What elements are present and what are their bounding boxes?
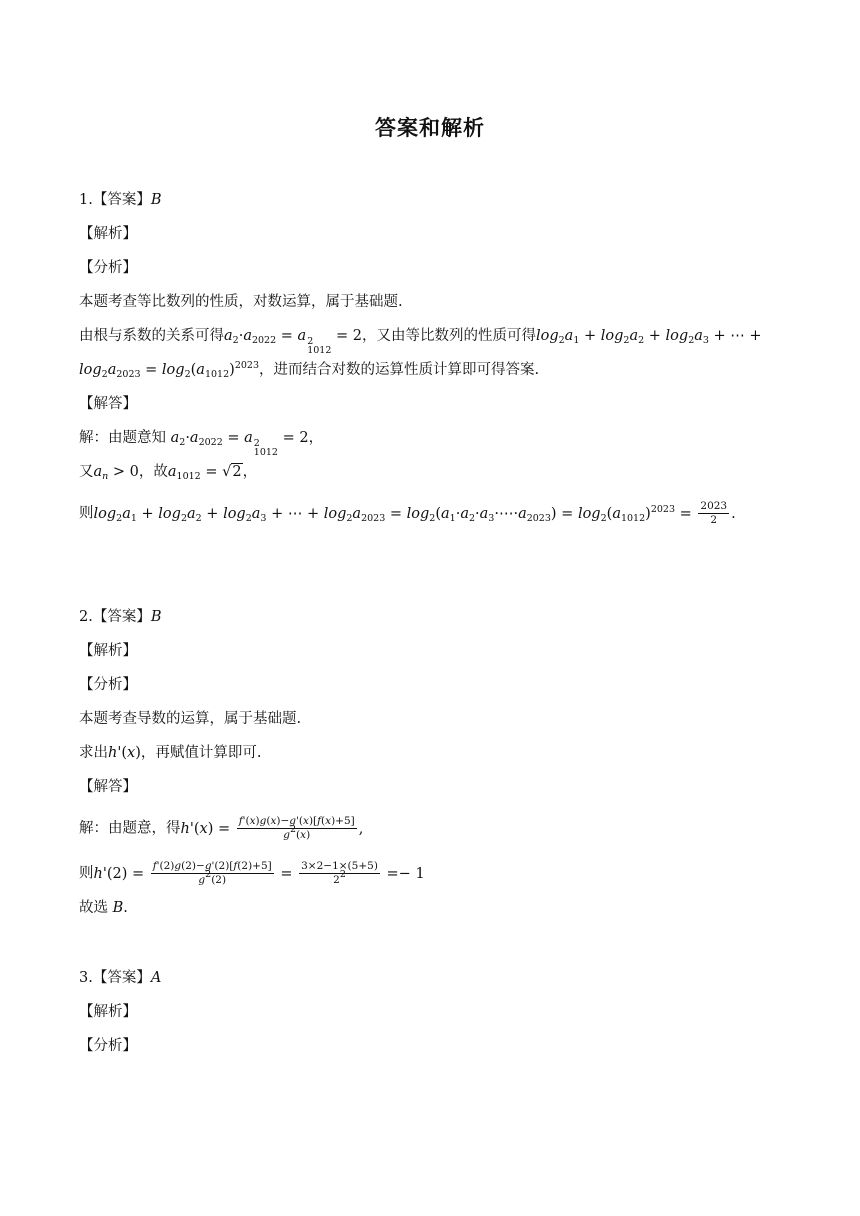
q1-solution-formula-2a: $a_n > 0$ — [93, 464, 139, 482]
q2-answer-line — [79, 607, 162, 627]
q1-solution-formula-3: $\log_2a_1 + \log_2a_2 + \log_2a_3$ + ⋯ + $\log_2a_{2023}$ = $\log_2(a_1\cdot a_2\cdot a_3\cdot\cdots\cdot a_{2023}) = \log_2(a_{1012})^{2023}$ = $\frac{2023}{2}$ . — [93, 500, 736, 526]
q2-solution-line-2: 则h'(2) = $\frac{f'(2)g(2)-g'(2)[f(2)+5]}{g^2(2)}$ = $\frac{3\times 2-1\times(5+5)}{2^2}$ =− 1 — [79, 860, 425, 886]
q1-jieda-heading: 【解答】 — [79, 396, 137, 412]
q2-answer-value: B — [150, 609, 162, 625]
q1-analysis-line-2: 由根与系数的关系可得$a_2\cdot a_{2022} = a$ 2 1012 = 2，又由等比数列的性质可得$\log_2a_1 + \log_2a_2 + \log_2a_3$ + ⋯ + — [79, 328, 762, 356]
q1-solution-line-2: 又$a_n > 0$，故$a_{1012} = √2$， — [79, 464, 258, 482]
q1-analysis-line-3: $\log_2a_{2023} = \log_2(a_{1012})^{2023}$，进而结合对数的运算性质计算即可得答案. — [79, 360, 540, 380]
q1-jiexi-heading: 【解析】 — [79, 226, 137, 242]
q1-answer-label: 1.【答案】 — [79, 192, 151, 208]
q2-jiexi-heading: 【解析】 — [79, 643, 137, 659]
q1-solution-line-3: 则$\log_2a_1 + \log_2a_2 + \log_2a_3$ + ⋯ + $\log_2a_{2023}$ = $\log_2(a_1\cdot a_2\cdot a_3\cdot\cdots\cdot a_{2023}) = \log_2(a_{1012})^{2023}$ = $\frac{2023}{2}$ . — [79, 500, 736, 526]
q2-choice-line: 故选 B. — [79, 900, 128, 916]
q2-formula-hprime: h'(x) — [108, 745, 141, 761]
q1-fenxi-heading: 【分析】 — [79, 260, 137, 276]
q2-jieda-heading: 【解答】 — [79, 779, 137, 795]
q2-answer-label: 2.【答案】 — [79, 609, 151, 625]
q1-solution-line-1: 解：由题意知 $a_2\cdot a_{2022} = a$ 2 1012 = 2， — [79, 430, 324, 458]
q1-answer-line — [79, 190, 162, 210]
q3-answer-value: A — [150, 970, 162, 986]
q1-formula-log-sum: $\log_2a_1 + \log_2a_2 + \log_2a_3$ + ⋯ + — [535, 328, 762, 346]
q3-fenxi-heading: 【分析】 — [79, 1038, 137, 1054]
q2-solution-line-1: 解：由题意，得h'(x) = $\frac{f'(x)g(x)-g'(x)[f(x)+5]}{g^2(x)}$ , — [79, 815, 364, 841]
q1-solution-formula-1: $a_2\cdot a_{2022} = a$ 2 1012 = 2， — [170, 430, 324, 458]
page-title: 答案和解析 — [375, 116, 485, 140]
q3-answer-line — [79, 968, 161, 988]
q1-formula-product: $a_2\cdot a_{2022} = a$ 2 1012 = 2 — [224, 328, 362, 356]
q2-analysis-intro: 本题考查导数的运算，属于基础题. — [79, 711, 302, 727]
q2-solution-formula-1: h'(x) = $\frac{f'(x)g(x)-g'(x)[f(x)+5]}{g^2(x)}$ , — [180, 815, 364, 841]
q1-solution-formula-2b: $a_{1012} = √2$， — [167, 464, 258, 482]
q1-answer-value: B — [150, 192, 162, 208]
q3-answer-label: 3.【答案】 — [79, 970, 151, 986]
q3-jiexi-heading: 【解析】 — [79, 1004, 137, 1020]
q1-formula-log-result: $\log_2a_{2023} = \log_2(a_{1012})^{2023}$ — [79, 360, 259, 380]
q2-analysis-line-2: 求出h'(x)，再赋值计算即可. — [79, 745, 262, 761]
q2-fenxi-heading: 【分析】 — [79, 677, 137, 693]
q1-analysis-intro: 本题考查等比数列的性质，对数运算，属于基础题. — [79, 294, 403, 310]
q2-solution-formula-2: h'(2) = $\frac{f'(2)g(2)-g'(2)[f(2)+5]}{g^2(2)}$ = $\frac{3\times 2-1\times(5+5)}{2^2}$ =− 1 — [93, 860, 425, 886]
